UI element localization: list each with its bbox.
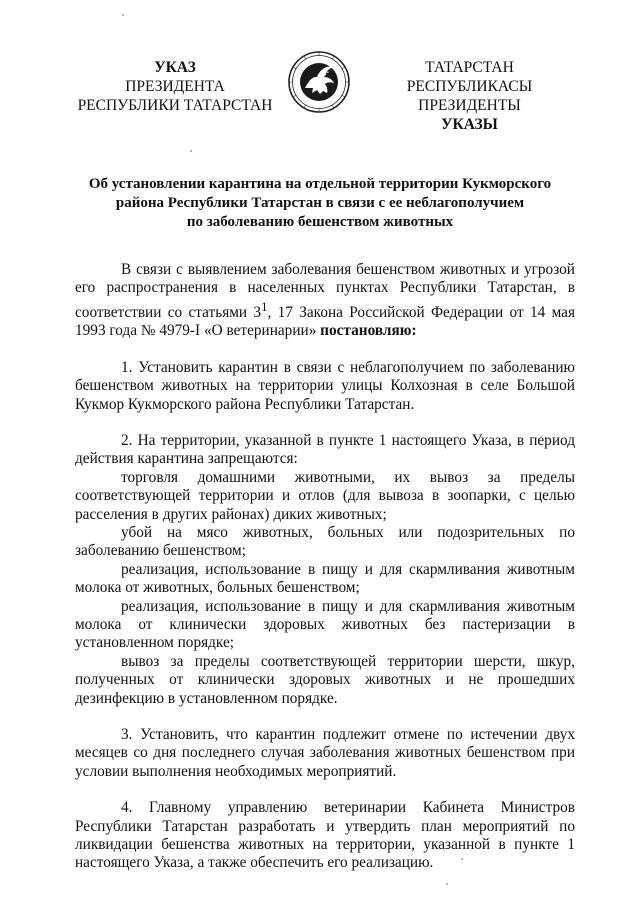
title-line3: по заболеванию бешенством животных [186,214,454,230]
scan-speck [461,858,463,860]
header-left-line3: РЕСПУБЛИКИ ТАТАРСТАН [77,97,273,114]
paragraph-2-item: торговля домашними животными, их вывоз за пределы соответствующей территории и отлов (для вывоза в зоопарки, с целью расселения в других районах) диких животных; [75,468,575,523]
intro-text: В связи с выявлением заболевания бешенством животных и угрозой его распространения в населенных пунктах Республики Татарстан, в соответствии со статьями 3 [75,261,575,321]
paragraph-2-item: реализация, использование в пищу и для скармливания животным молока от животных, больных бешенством; [75,560,575,597]
paragraph-2-item: убой на мясо животных, больных или подозрительных по заболеванию бешенством; [75,523,575,560]
paragraph-1: 1. Установить карантин в связи с неблагополучием по заболеванию бешенством животных на территории улицы Колхозная в селе Большой Кукмор Кукморского района Республики Татарстан. [75,358,575,413]
scan-speck [446,883,448,885]
header-left-block [70,58,280,115]
paragraph-2-item: вывоз за пределы соответствующей территории шерсти, шкур, полученных от клинически здоровых животных и не прошедших дезинфекцию в установленном порядке. [75,652,575,707]
tatarstan-coat-of-arms-icon [287,50,351,114]
paragraph-2-item: реализация, использование в пищу и для скармливания животным молока от клинически здоровых животных без пастеризации в установленном порядке; [75,597,575,652]
header-right-line2: ПРЕЗИДЕНТЫ [418,97,521,114]
intro-text-2: , 17 Закона Российской Федерации от 14 мая 1993 года № 4979-I «О ветеринарии» [75,303,575,340]
paragraph-3: 3. Установить, что карантин подлежит отмене по истечении двух месяцев со дня последнего случая заболевания животных бешенством при условии выполнения необходимых мероприятий. [75,726,575,780]
header-right-block [362,58,577,134]
intro-paragraph [75,261,575,341]
paragraph-4: 4. Главному управлению ветеринарии Кабинета Министров Республики Татарстан разработать и утвердить план мероприятий по ликвидации бешенства животных на территории, указанной в пункте 1 настоящего Указа, а также обеспечить его реализацию. [75,799,575,872]
scan-speck [122,14,124,16]
intro-decree-word: постановляю: [320,322,417,340]
header-right-line3: УКАЗЫ [441,116,498,133]
intro-superscript: 1 [261,299,268,314]
header-left-line2: ПРЕЗИДЕНТА [125,78,225,95]
decree-body [75,261,575,873]
paragraph-2-intro: 2. На территории, указанной в пункте 1 настоящего Указа, в период действия карантина запрещаются: [75,431,575,468]
header-right-line1: ТАТАРСТАН РЕСПУБЛИКАСЫ [406,59,533,95]
title-line1: Об установлении карантина на отдельной территории Кукморского [88,176,552,192]
scan-speck [190,150,192,152]
decree-title [80,175,560,232]
header-left-line1: УКАЗ [154,59,196,76]
title-line2: района Республики Татарстан в связи с ее неблагополучием [115,195,525,211]
